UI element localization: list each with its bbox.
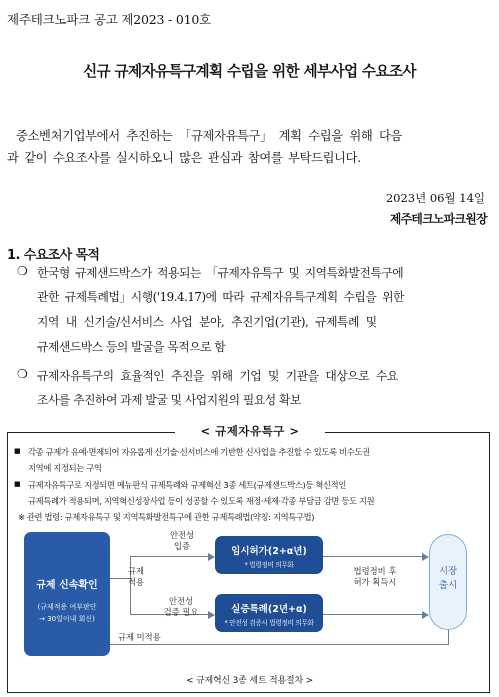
purpose-para2-line2: 조사를 추진하여 과제 발굴 및 사업지원의 필요성 확보 <box>37 393 301 407</box>
demonstration-special-note: * 안전성 검증시 법령정비 의무화 <box>224 619 314 627</box>
connector-line <box>110 644 448 645</box>
safety-verification-label-2: 검증 필요 <box>163 607 199 617</box>
after-law-amend-label-1: 법령정비 후 <box>353 566 397 576</box>
connector-line <box>130 556 210 557</box>
box-title: < 규제자유특구 > <box>175 423 325 441</box>
connector-line <box>323 556 423 557</box>
purpose-para2-line1: 규제자유특구의 효율적인 추진을 위해 기업 및 기관을 대상으로 수요 <box>37 369 398 383</box>
box-bullet1-line2: 지역에 지정되는 구역 <box>28 463 102 473</box>
purpose-para1-line1: 한국형 규제샌드박스가 적용되는 「규제자유특구 및 지역특화발전특구에 <box>37 266 404 280</box>
circle-bullet-icon: ❍ <box>17 367 28 381</box>
temporary-permit-node <box>215 536 323 574</box>
safety-proven-label-2: 입증 <box>173 541 191 551</box>
square-bullet-icon: ■ <box>14 447 21 455</box>
issuer-name: 제주테크노파크원장 <box>389 212 487 226</box>
notice-date: 2023년 06월 14일 <box>385 191 485 205</box>
market-launch-node <box>429 534 467 630</box>
purpose-para1-line3: 지역 내 신기술/신서비스 사업 분야, 추진기업(기관), 규제특례 및 <box>37 315 377 329</box>
section-title-purpose: 1. 수요조사 목적 <box>7 248 100 263</box>
regulation-applied-label-2: 적용 <box>127 577 145 587</box>
diagram-caption: < 규제혁신 3종 세트 적용절차 > <box>186 676 313 686</box>
intro-line-1: 중소벤처기업부에서 추진하는 「규제자유특구」 계획 수립을 위해 다음 <box>16 129 403 143</box>
market-launch-label-2: 출시 <box>438 580 458 591</box>
temporary-permit-note: * 법령정비 의무화 <box>244 561 294 569</box>
square-bullet-icon: ■ <box>14 480 21 488</box>
page-title: 신규 규제자유특구계획 수립을 위한 세부사업 수요조사 <box>83 63 416 80</box>
arrow-right-icon <box>208 553 215 561</box>
arrow-right-icon <box>422 553 429 561</box>
arrow-right-icon <box>422 611 429 619</box>
regulation-applied-label-1: 규제 <box>127 566 145 576</box>
purpose-para1-line2: 관한 규제특례법」시행('19.4.17)에 따라 규제자유특구계획 수립을 위한 <box>37 290 404 304</box>
connector-line <box>323 614 423 615</box>
temporary-permit-title: 임시허가(2+α년) <box>231 546 307 557</box>
procedure-diagram <box>20 528 480 668</box>
circle-bullet-icon: ❍ <box>17 264 28 278</box>
demonstration-special-title: 실증특례(2년+α) <box>231 604 307 615</box>
safety-verification-label-1: 안전성 <box>168 596 194 606</box>
intro-line-2: 과 같이 수요조사를 실시하오니 많은 관심과 참여를 부탁드립니다. <box>7 151 361 165</box>
notice-number: 제주테크노파크 공고 제2023 - 010호 <box>7 12 212 27</box>
purpose-para1-line4: 규제샌드박스 등의 발굴을 목적으로 함 <box>37 340 226 354</box>
demonstration-special-node <box>215 594 323 632</box>
connector-line <box>448 630 449 645</box>
after-law-amend-label-2: 허가 획득시 <box>353 577 397 587</box>
box-bullet2-line2: 규제특례가 적용되며, 지역혁신성장사업 등이 성공할 수 있도록 재정·세제·각종 부담금 감면 등도 지원 <box>28 496 375 506</box>
box-bullet2-line1: 규제자유특구로 지정되면 메뉴판식 규제특례와 규제혁신 3종 세트(규제샌드박스)등 혁신적인 <box>28 480 346 490</box>
market-launch-label-1: 시장 <box>438 566 458 577</box>
regulation-not-applied-label: 규제 미적용 <box>118 632 161 642</box>
rapid-confirmation-sub1: (규제적용 여부판단 <box>37 603 97 611</box>
rapid-confirmation-node <box>24 532 110 656</box>
rapid-confirmation-title: 규제 신속확인 <box>36 580 98 591</box>
rapid-confirmation-sub2: → 30일이내 회신) <box>39 615 95 623</box>
related-law-note: ※ 관련 법령: 규제자유특구 및 지역특화발전특구에 관한 규제특례법(약칭: 지역특구법) <box>18 512 315 522</box>
safety-proven-label-1: 안전성 <box>169 530 195 540</box>
box-bullet1-line1: 각종 규제가 유예·면제되어 자유롭게 신기술·신서비스에 기반한 신사업을 추진할 수 있도록 비수도권 <box>28 447 370 457</box>
